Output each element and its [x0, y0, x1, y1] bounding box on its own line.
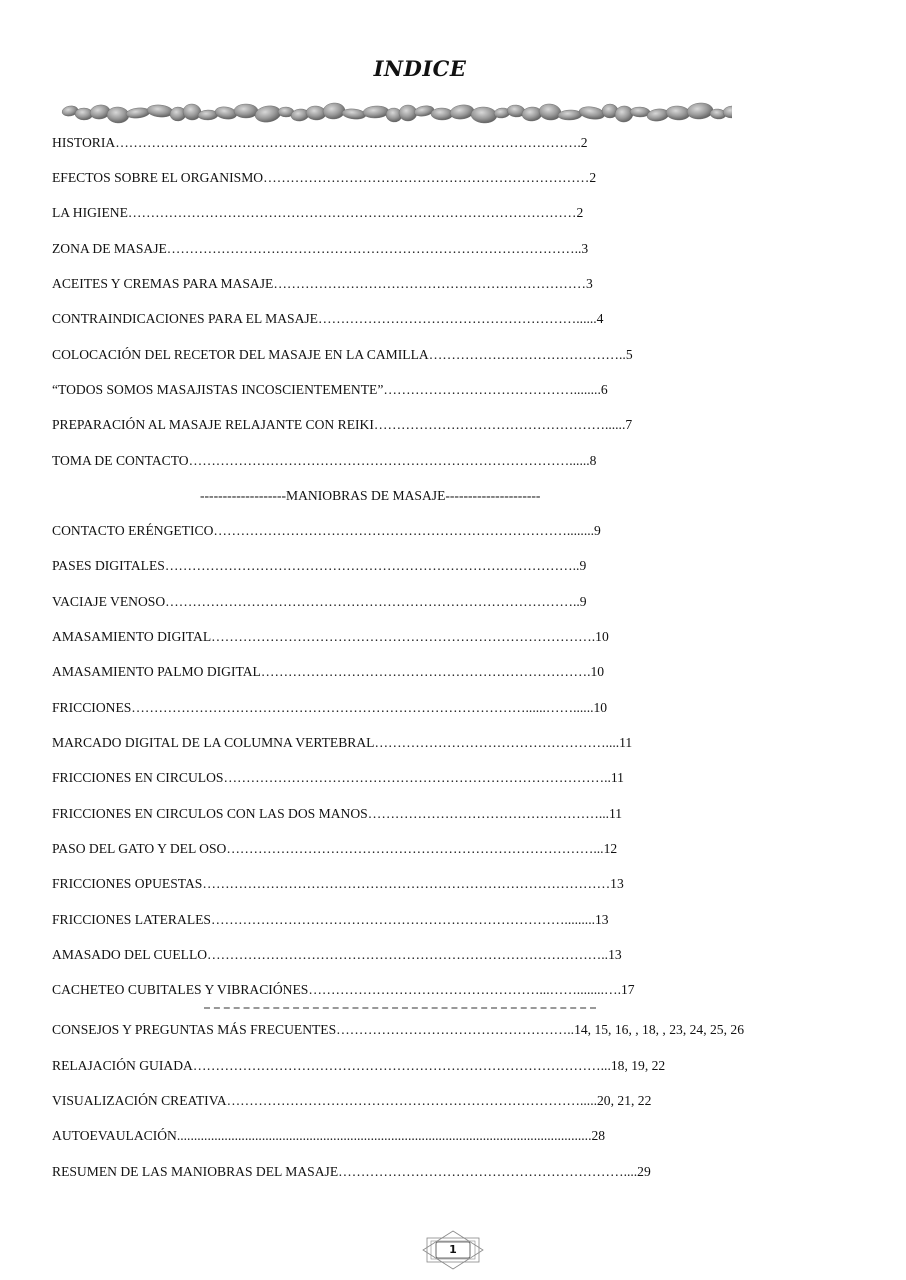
toc-entry-marcado: MARCADO DIGITAL DE LA COLUMNA VERTEBRAL……………………………………………....11 [52, 735, 633, 750]
toc-entry-preparacion: PREPARACIÓN AL MASAJE RELAJANTE CON REIKI……………………………………………......7 [52, 417, 633, 432]
stone-shape [686, 102, 713, 120]
stone-shape [522, 106, 543, 121]
toc-entry-colocacion: COLOCACIÓN DEL RECETOR DEL MASAJE EN LA CAMILLA……………………………………..5 [52, 347, 633, 362]
toc-entry-autoevaluacion: AUTOEVAULACIÓN..........................................................................................................................28 [52, 1128, 606, 1143]
stone-shape [449, 103, 475, 120]
toc-entry-contacto: CONTACTO ERÉNGETICO……………………………………………………………………........9 [52, 523, 601, 538]
stone-shape [538, 103, 562, 122]
page-number: 1 [449, 1243, 457, 1256]
toc-entry-vaciaje: VACIAJE VENOSO………………………………………………………………………………..9 [52, 594, 587, 609]
stone-shape [363, 105, 390, 118]
toc-entry-fricciones: FRICCIONES……………………………………………………………………………......……......10 [52, 700, 608, 715]
toc-entry-higiene: LA HIGIENE………………………………………………………………………………………2 [52, 205, 584, 220]
stone-shape [107, 106, 130, 123]
stone-shape [342, 108, 367, 120]
page-title: INDICE [373, 56, 467, 81]
toc-entry-amasado-cuello: AMASADO DEL CUELLO……………………………………………………………………………..13 [52, 947, 622, 962]
toc-entry-zona: ZONA DE MASAJE………………………………………………………………………………..3 [52, 241, 589, 256]
stone-shape [147, 104, 174, 118]
section-heading-maniobras: -------------------MANIOBRAS DE MASAJE--------------------- [200, 488, 541, 503]
stone-shape [234, 104, 258, 118]
toc-entry-fricciones-circulos: FRICCIONES EN CIRCULOS…………………………………………………………………………..11 [52, 770, 624, 785]
toc-entry-pases: PASES DIGITALES………………………………………………………………………………..9 [52, 558, 587, 573]
decorative-stone-border [56, 98, 732, 128]
stone-shape [558, 110, 582, 121]
stone-shape [254, 104, 282, 124]
toc-entry-relajacion: RELAJACIÓN GUIADA………………………………………………………………………………...18, 19, 22 [52, 1058, 666, 1073]
toc-entry-fricciones-dos-manos: FRICCIONES EN CIRCULOS CON LAS DOS MANOS……………………………………………...11 [52, 806, 623, 821]
toc-entry-visualizacion: VISUALIZACIÓN CREATIVA…………………………………………………………………….....20, 21, 22 [52, 1093, 652, 1108]
stone-shape [182, 103, 202, 121]
toc-entry-contraindicaciones: CONTRAINDICACIONES PARA EL MASAJE…………………………………………………......4 [52, 311, 604, 326]
dashed-divider [204, 1007, 596, 1009]
toc-entry-fricciones-opuestas: FRICCIONES OPUESTAS………………………………………………………………………………13 [52, 876, 624, 891]
toc-entry-fricciones-laterales: FRICCIONES LATERALES…………………………………………………………………….........13 [52, 912, 609, 927]
stone-shape [578, 105, 606, 121]
stone-shape [126, 107, 151, 119]
toc-entry-efectos: EFECTOS SOBRE EL ORGANISMO………………………………………………………………2 [52, 170, 597, 185]
toc-entry-toma: TOMA DE CONTACTO…………………………………………………………………………......8 [52, 453, 597, 468]
stone-shape [471, 106, 498, 123]
toc-entry-amasamiento-palmo: AMASAMIENTO PALMO DIGITAL……………………………………………………………….10 [52, 664, 605, 679]
toc-entry-paso-gato: PASO DEL GATO Y DEL OSO………………………………………………………………………...12 [52, 841, 618, 856]
stone-shape [322, 102, 345, 120]
toc-entry-aceites: ACEITES Y CREMAS PARA MASAJE……………………………………………………………3 [52, 276, 593, 291]
toc-entry-historia: HISTORIA………………………………………………………………………………………….2 [52, 135, 588, 150]
toc-entry-resumen: RESUMEN DE LAS MANIOBRAS DEL MASAJE………………………………………………………....29 [52, 1164, 651, 1179]
toc-entry-todos: “TODOS SOMOS MASAJISTAS INCOSCIENTEMENTE”……………………………………........6 [52, 382, 608, 397]
toc-entry-cacheteo: CACHETEO CUBITALES Y VIBRACIÓNES……………………………………………...……........….17 [52, 982, 635, 997]
stone-shape [666, 105, 691, 121]
stone-shape [431, 108, 453, 120]
toc-entry-amasamiento-digital: AMASAMIENTO DIGITAL………………………………………………………………………….10 [52, 629, 609, 644]
stone-shape [646, 108, 669, 123]
toc-entry-consejos: CONSEJOS Y PREGUNTAS MÁS FRECUENTES……………………………………………..14, 15, 16, , 18, , 23, 24, 25, 26 [52, 1022, 744, 1037]
